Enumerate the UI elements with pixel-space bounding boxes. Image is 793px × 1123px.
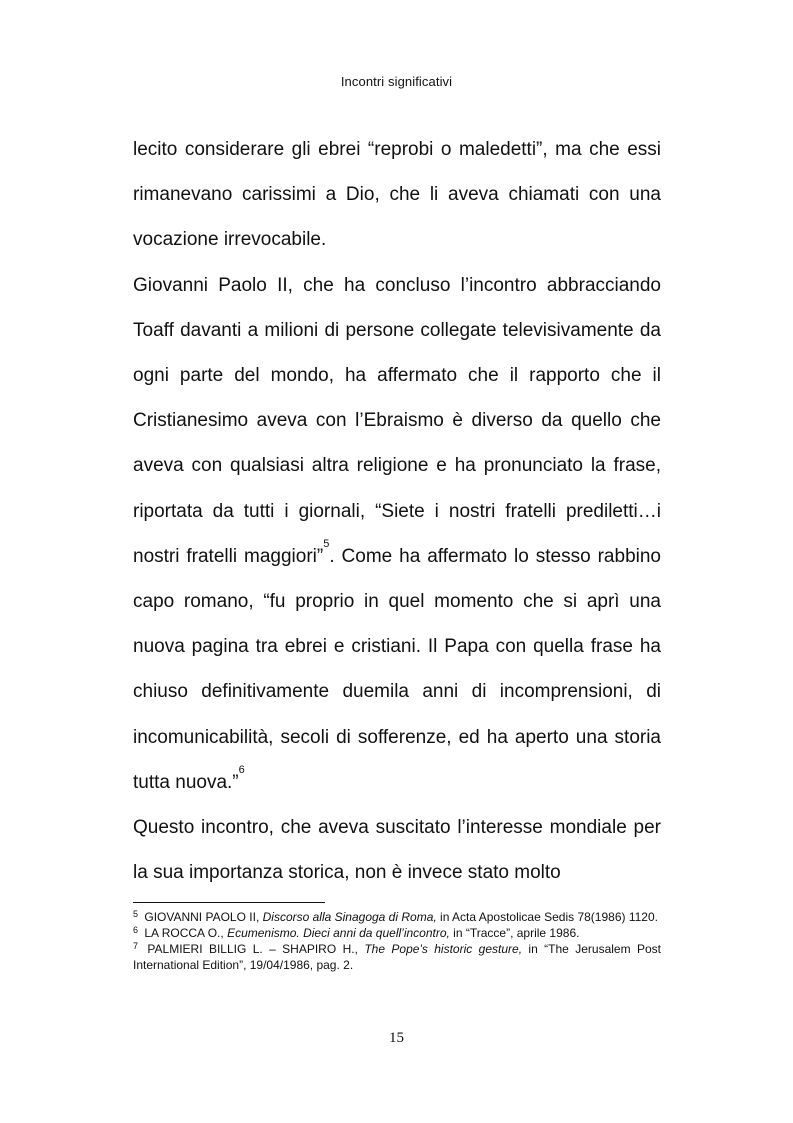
body-text	[133, 127, 661, 895]
paragraph-3: Questo incontro, che aveva suscitato l’interesse mondiale per la sua importanza storica, non è invece stato molto	[133, 817, 661, 884]
footnote-text: in “The Jerusalem Post International Edition”, 19/04/1986, pag. 2.	[133, 942, 661, 972]
footnote-ref-5[interactable]: 5	[323, 537, 330, 550]
paragraph-2-text-b: . Come ha affermato lo stesso rabbino capo romano, “fu proprio in quel momento che si aprì una nuova pagina tra ebrei e cristiani. Il Papa con quella frase ha chiuso definitivamente duemila anni di incomprensioni, di incomunicabilità, secoli di sofferenze, ed ha aperto una storia tutta nuova.”	[133, 545, 661, 793]
paragraph-2-text-a: Giovanni Paolo II, che ha concluso l’incontro abbracciando Toaff davanti a milioni di persone collegate televisivamente da ogni parte del mondo, ha affermato che il rapporto che il Cristianesimo aveva con l’Ebraismo è diverso da quello che aveva con qualsiasi altra religione e ha pronunciato la frase, riportata da tutti i giornali, “Siete i nostri fratelli prediletti…i nostri fratelli maggiori”	[133, 274, 661, 567]
footnote-ref-6[interactable]: 6	[238, 763, 245, 776]
paragraph-2	[133, 263, 661, 805]
footnote-6	[133, 925, 661, 941]
footnote-number: 5	[133, 909, 139, 919]
footnote-7	[133, 941, 661, 973]
footnote-title: The Pope’s historic gesture,	[364, 942, 523, 956]
running-header: Incontri significativi	[340, 74, 453, 89]
footnote-text: PALMIERI BILLIG L. – SHAPIRO H.,	[147, 942, 365, 956]
footnote-text: LA ROCCA O.,	[144, 926, 228, 940]
footnote-number: 7	[133, 941, 139, 951]
page-number: 15	[389, 1030, 404, 1046]
footnote-text: GIOVANNI PAOLO II,	[144, 910, 263, 924]
footnote-title: Ecumenismo. Dieci anni da quell’incontro,	[227, 926, 450, 940]
footnote-text: in Acta Apostolicae Sedis 78(1986) 1120.	[436, 910, 658, 924]
footnote-title: Discorso alla Sinagoga di Roma,	[262, 910, 437, 924]
footnote-5	[133, 909, 661, 925]
paragraph-1: lecito considerare gli ebrei “reprobi o maledetti”, ma che essi rimanevano carissimi a Dio, che li aveva chiamati con una vocazione irrevocabile.	[133, 139, 661, 251]
footnote-text: in “Tracce”, aprile 1986.	[449, 926, 580, 940]
footnote-separator	[133, 902, 325, 903]
footnote-number: 6	[133, 925, 139, 935]
footnotes	[133, 909, 661, 973]
